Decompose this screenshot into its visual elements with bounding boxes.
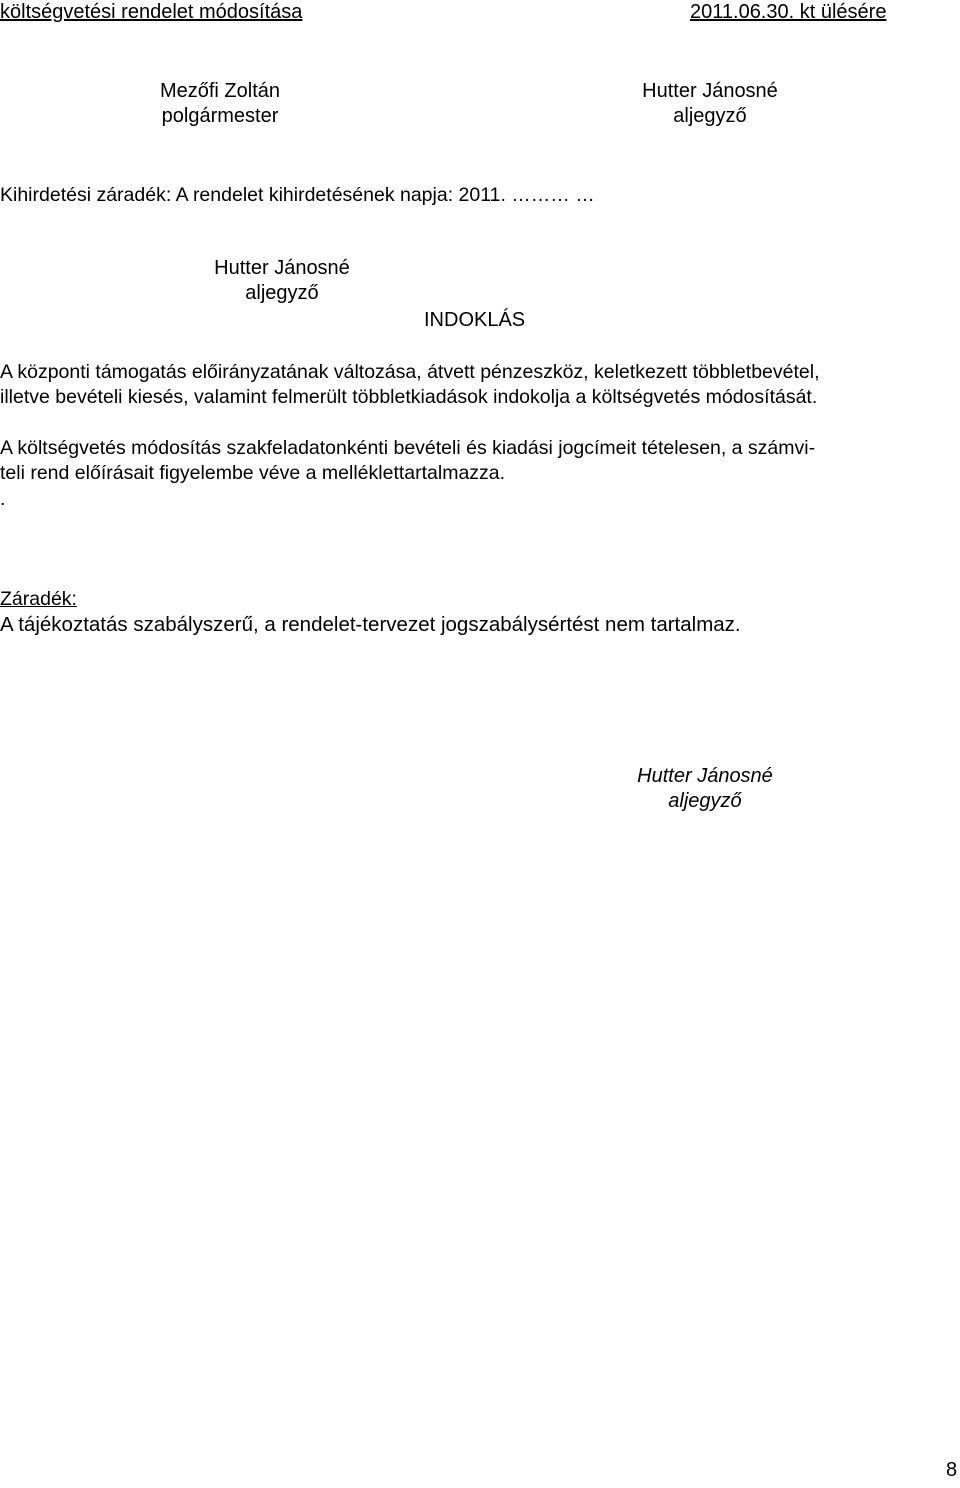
signature-mayor-name: Mezőfi Zoltán [159,80,281,102]
clause-label: Záradék: [0,588,77,610]
clause-text: A tájékoztatás szabályszerű, a rendelet-tervezet jogszabálysértést nem tartalmaz. [0,613,741,636]
signature-announcement [200,256,364,306]
signature-bottom [620,764,790,814]
signature-announcement-name: Hutter Jánosné [214,257,350,279]
signature-deputy-notary [628,79,792,129]
signature-mayor-title: polgármester [161,105,279,127]
signature-bottom-name: Hutter Jánosné [637,765,773,787]
paragraph-2-dot: . [0,488,6,510]
signature-deputy-notary-name: Hutter Jánosné [642,80,778,102]
section-title: INDOKLÁS [424,309,526,331]
paragraph-1-line-2: illetve bevételi kiesés, valamint felmerült többletkiadások indokolja a költségvetés módosítását. [0,386,818,408]
signature-announcement-title: aljegyző [245,282,319,304]
page-number: 8 [946,1459,958,1481]
announcement-clause: Kihirdetési záradék: A rendelet kihirdetésének napja: 2011. ……… … [0,184,595,206]
signature-bottom-title: aljegyző [668,790,742,812]
signature-deputy-notary-title: aljegyző [673,105,747,127]
header-meeting-date: 2011.06.30. kt ülésére [690,1,887,23]
paragraph-2-line-2: teli rend előírásait figyelembe véve a melléklettartalmazza. [0,462,506,484]
signature-mayor [138,79,302,129]
header-document-title: költségvetési rendelet módosítása [0,1,303,23]
paragraph-2-line-1: A költségvetés módosítás szakfeladatonkénti bevételi és kiadási jogcímeit tételesen, a számvi- [0,437,816,459]
paragraph-1-line-1: A központi támogatás előirányzatának változása, átvett pénzeszköz, keletkezett többletbevétel, [0,361,820,383]
